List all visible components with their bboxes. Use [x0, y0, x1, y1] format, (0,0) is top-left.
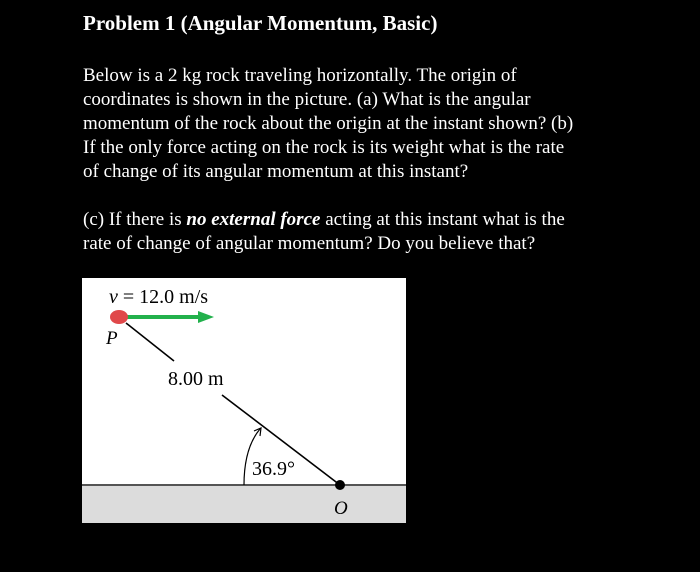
paragraph-line: Below is a 2 kg rock traveling horizontally. The origin of	[83, 65, 517, 86]
ground	[82, 485, 406, 523]
problem-paragraph-2	[83, 208, 643, 256]
paragraph-line: of change of its angular momentum at this instant?	[83, 161, 469, 182]
problem-paragraph-1	[83, 64, 643, 184]
velocity-arrow-head	[198, 311, 214, 323]
physics-figure	[82, 278, 406, 523]
problem-title: Problem 1 (Angular Momentum, Basic)	[83, 11, 438, 35]
figure-canvas	[82, 278, 406, 523]
angle-label: 36.9°	[252, 458, 295, 480]
velocity-label	[109, 286, 208, 308]
paragraph-line: coordinates is shown in the picture. (a) What is the angular	[83, 89, 531, 110]
paragraph-line: momentum of the rock about the origin at the instant shown? (b)	[83, 113, 574, 134]
distance-label: 8.00 m	[168, 368, 224, 390]
paragraph-line	[83, 208, 643, 232]
line-text: (c) If there is	[83, 209, 187, 230]
origin-point	[335, 480, 345, 490]
origin-label: O	[334, 498, 348, 519]
rock	[110, 310, 128, 324]
velocity-symbol: v	[109, 286, 118, 308]
point-p-label: P	[106, 328, 118, 349]
paragraph-line: If the only force acting on the rock is its weight what is the rate	[83, 137, 565, 158]
velocity-value: = 12.0 m/s	[117, 286, 209, 308]
emphasis-text: no external force	[186, 209, 321, 230]
paragraph-line: rate of change of angular momentum? Do you believe that?	[83, 233, 536, 254]
position-line-upper	[126, 323, 174, 361]
line-text: acting at this instant what is the	[320, 209, 565, 230]
